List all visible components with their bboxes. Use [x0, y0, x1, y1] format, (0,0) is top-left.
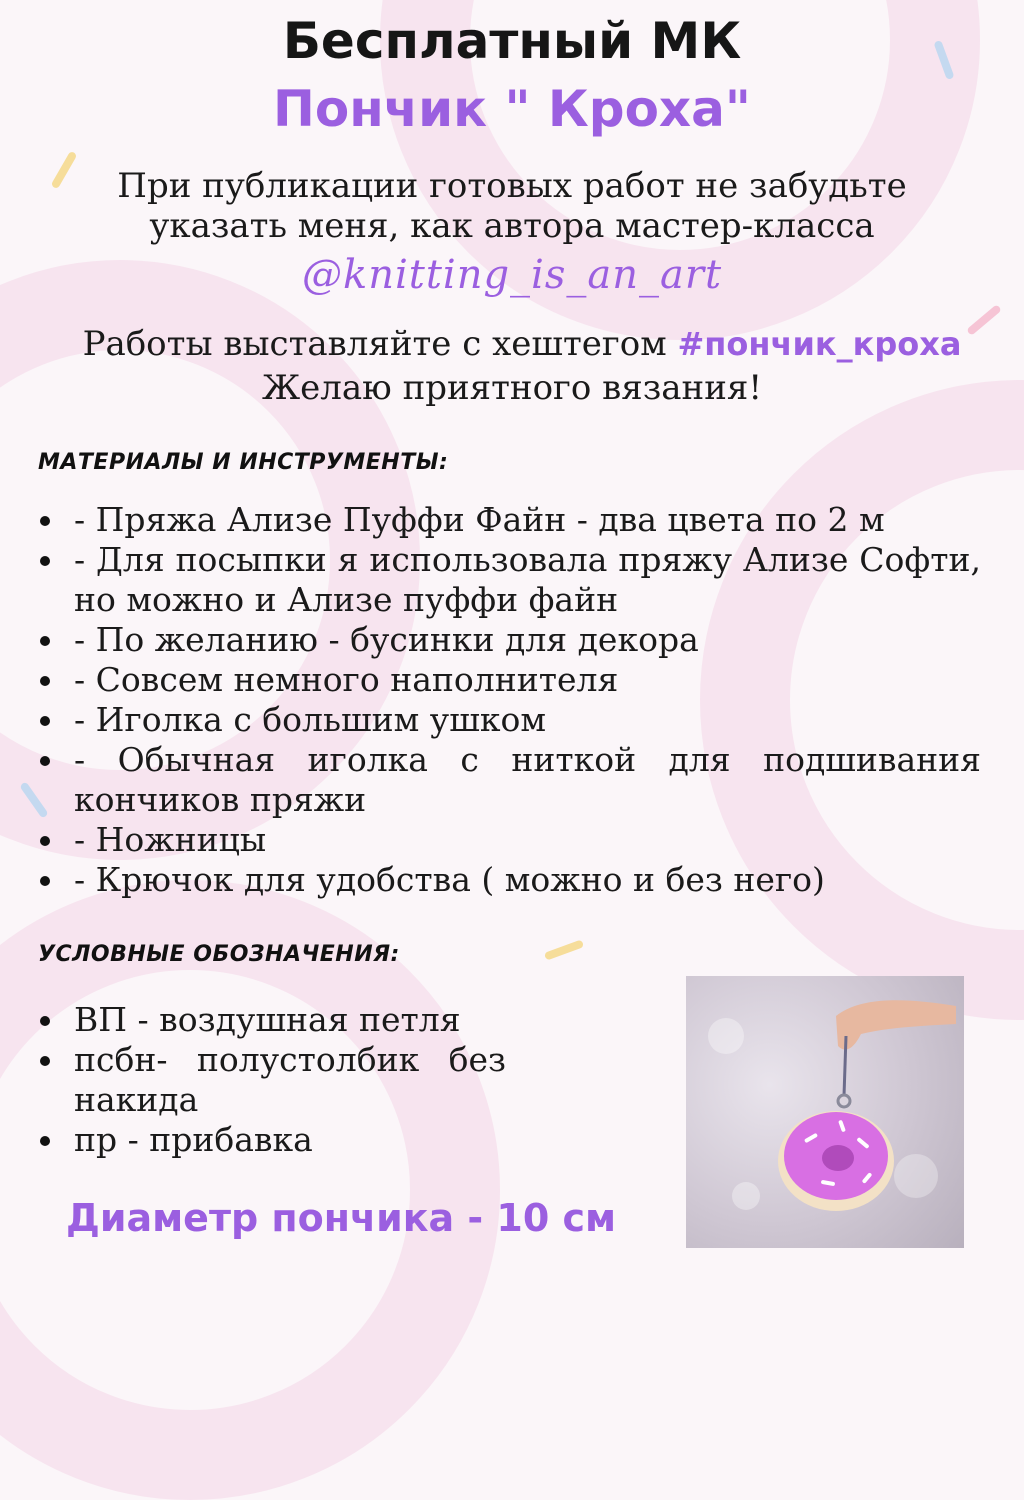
donut-photo: [686, 976, 964, 1248]
list-item: псбн- полустолбик без накида: [36, 1040, 506, 1120]
list-item: - Ножницы: [36, 820, 981, 860]
materials-list: [36, 500, 981, 900]
list-item: - Крючок для удобства ( можно и без него): [36, 860, 981, 900]
background-donut-decoration: [0, 880, 500, 1500]
page-title: Бесплатный МК: [282, 12, 742, 70]
list-item: - Пряжа Ализе Пуффи Файн - два цвета по 2 м: [36, 500, 981, 540]
legend-heading: УСЛОВНЫЕ ОБОЗНАЧЕНИЯ:: [38, 942, 400, 967]
list-item: пр - прибавка: [36, 1120, 506, 1160]
intro-line-2: указать меня, как автора мастер-класса: [149, 206, 875, 246]
hashtag-prefix: Работы выставляйте с хештегом: [82, 324, 678, 364]
list-item: - Для посыпки я использовала пряжу Ализе Софти, но можно и Ализе пуффи файн: [36, 540, 981, 620]
list-item: - Обычная иголка с ниткой для подшивания кончиков пряжи: [36, 740, 981, 820]
hashtag: #пончик_кроха: [677, 325, 962, 363]
author-handle: @knitting_is_an_art: [301, 252, 723, 298]
page-subtitle: Пончик " Кроха": [273, 80, 751, 138]
donut-diameter: Диаметр пончика - 10 см: [66, 1196, 617, 1240]
wish-line: Желаю приятного вязания!: [261, 368, 762, 408]
donut-hole: [822, 1145, 854, 1171]
list-item: ВП - воздушная петля: [36, 1000, 506, 1040]
list-item: - Совсем немного наполнителя: [36, 660, 981, 700]
hand-shape: [836, 1000, 956, 1049]
donut-keychain-illustration: [686, 976, 964, 1248]
list-item: - По желанию - бусинки для декора: [36, 620, 981, 660]
legend-list: [36, 1000, 506, 1160]
list-item: - Иголка с большим ушком: [36, 700, 981, 740]
intro-line-1: При публикации готовых работ не забудьте: [117, 166, 907, 206]
sprinkle-decoration: [544, 939, 584, 960]
hashtag-line: [0, 324, 1024, 364]
materials-heading: МАТЕРИАЛЫ И ИНСТРУМЕНТЫ:: [38, 450, 449, 475]
